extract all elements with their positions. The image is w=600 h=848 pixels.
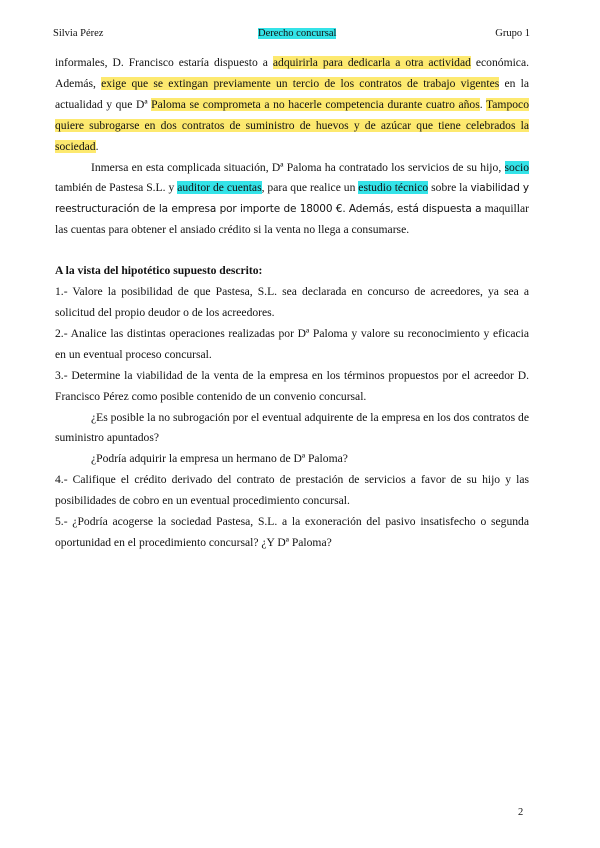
p2-text-4: sobre la [428,181,471,195]
p2-sans-text: viabilidad y reestructuración de la empresa por importe de 18000 €. Además, está dispuesta a [55,182,529,216]
question-1: 1.- Valore la posibilidad de que Pastesa, S.L. sea declarada en concurso de acreedores, ya sea a solicitud del propio deudor o de los acreedores. [55,285,529,319]
p2-text-1: Inmersa en esta complicada situación, Dª Paloma ha contratado los servicios de su hijo, [91,160,505,174]
p1-text-1: informales, D. Francisco estaría dispuesto a [55,56,273,69]
page-number: 2 [518,807,524,818]
header-author: Silvia Pérez [53,28,104,39]
header-subject: Derecho concursal [258,28,337,39]
question-2: 2.- Analice las distintas operaciones realizadas por Dª Paloma y valore su reconocimiento y eficacia en un eventual proceso concursal. [55,326,529,361]
highlight-auditor: auditor de cuentas [177,181,262,195]
document-body [55,53,529,554]
paragraph-offer [55,53,529,158]
highlight-extinguish-contracts: exige que se extingan previamente un tercio de los contratos de trabajo vigentes [101,76,500,90]
p2-text-5: maquillar las cuentas para obtener el ansiado crédito si la venta no llega a consumarse. [55,202,530,237]
highlight-acquire: adquirirla para dedicarla a otra actividad [272,56,471,69]
highlight-non-compete: Paloma se comprometa a no hacerle competencia durante cuatro años [151,97,480,111]
p1-text-4: . [479,97,487,111]
paragraph-situation [55,158,529,242]
spacer [55,241,529,261]
page-header [53,28,530,42]
highlight-socio: socio [504,160,529,174]
question-3: 3.- Determine la viabilidad de la venta de la empresa en los términos propuestos por el acreedor D. Francisco Pérez como posible contenido de un convenio concursal. [55,368,529,403]
p1-text-2: económica. Además, [55,56,529,90]
p1-text-3: en la actualidad y que Dª [55,76,530,111]
header-group: Grupo 1 [495,28,530,39]
p2-text-3: , para que realice un [261,181,359,195]
p2-text-2: también de Pastesa S.L. y [55,181,178,195]
question-3b: ¿Podría adquirir la empresa un hermano de Dª Paloma? [91,452,348,466]
highlight-no-subrogation: Tampoco quiere subrogarse en dos contratos de suministro de huevos y de azúcar que tiene celebrados la sociedad [55,97,529,153]
question-3a: ¿Es posible la no subrogación por el eventual adquirente de la empresa en los dos contratos de suministro apuntados? [55,410,529,445]
question-5: 5.- ¿Podría acogerse la sociedad Pastesa, S.L. a la exoneración del pasivo insatisfecho o segunda oportunidad en el procedimiento concursal? ¿Y Dª Paloma? [55,515,529,549]
highlight-estudio: estudio técnico [358,181,429,195]
section-heading: A la vista del hipotético supuesto descrito: [55,264,263,278]
p1-text-5: . [95,139,99,153]
question-4: 4.- Califique el crédito derivado del contrato de prestación de servicios a favor de su hijo y las posibilidades de cobro en un eventual procedimiento concursal. [55,473,529,508]
